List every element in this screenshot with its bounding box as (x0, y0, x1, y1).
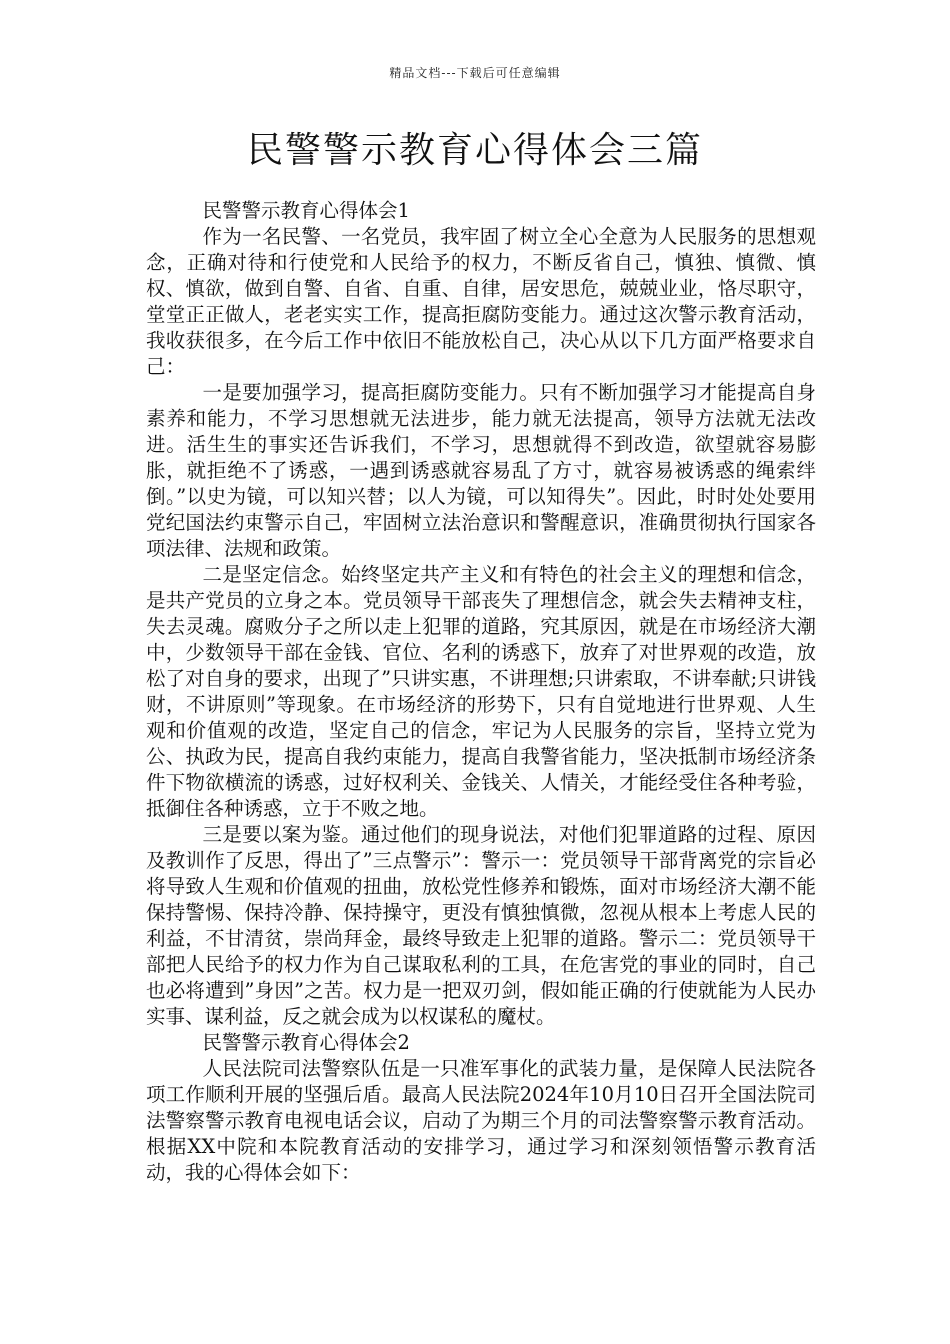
section-heading-2: 民警警示教育心得体会2 (202, 1031, 410, 1054)
paragraph: 一是要加强学习，提高拒腐防变能力。只有不断加强学习才能提高自身素养和能力，不学习思想就无法进步，能力就无法提高，领导方法就无法改进。活生生的事实还告诉我们，不学习，思想就得不到改造，欲望就容易膨胀，就拒绝不了诱惑，一遇到诱惑就容易乱了方寸，就容易被诱惑的绳索绊倒。”以史为镜，可以知兴替；以人为镜，可以知得失”。因此，时时处处要用党纪国法约束警示自己，牢固树立法治意识和警醒意识，准确贯彻执行国家各项法律、法规和政策。 (146, 381, 816, 560)
paragraph: 人民法院司法警察队伍是一只准军事化的武装力量，是保障人民法院各项工作顺利开展的坚强后盾。最高人民法院2024年10月10日召开全国法院司法警察警示教育电视电话会议，启动了为期三个月的司法警察警示教育活动。根据XX中院和本院教育活动的安排学习，通过学习和深刻领悟警示教育活动，我的心得体会如下： (146, 1057, 816, 1184)
paragraph: 作为一名民警、一名党员，我牢固了树立全心全意为人民服务的思想观念，正确对待和行使党和人民给予的权力，不断反省自己，慎独、慎微、慎权、慎欲，做到自警、自省、自重、自律，居安思危，兢兢业业，恪尽职守，堂堂正正做人，老老实实工作，提高拒腐防变能力。通过这次警示教育活动，我收获很多，在今后工作中依旧不能放松自己，决心从以下几方面严格要求自己： (146, 225, 816, 378)
document-body (146, 198, 816, 1186)
section-heading-1: 民警警示教育心得体会1 (202, 199, 410, 222)
paragraph: 三是要以案为鉴。通过他们的现身说法，对他们犯罪道路的过程、原因及教训作了反思，得出了”三点警示”：警示一：党员领导干部背离党的宗旨必将导致人生观和价值观的扭曲，放松党性修养和锻炼，面对市场经济大潮不能保持警惕、保持冷静、保持操守，更没有慎独慎微，忽视从根本上考虑人民的利益，不甘清贫，崇尚拜金，最终导致走上犯罪的道路。警示二：党员领导干部把人民给予的权力作为自己谋取私利的工具，在危害党的事业的同时，自己也必将遭到”身因”之苦。权力是一把双刃剑，假如能正确的行使就能为人民办实事、谋利益，反之就会成为以权谋私的魔杖。 (146, 823, 816, 1028)
page-header: 精品文档---下载后可任意编辑 (389, 66, 561, 80)
paragraph: 二是坚定信念。始终坚定共产主义和有特色的社会主义的理想和信念，是共产党员的立身之本。党员领导干部丧失了理想信念，就会失去精神支柱，失去灵魂。腐败分子之所以走上犯罪的道路，究其原因，就是在市场经济大潮中，少数领导干部在金钱、官位、名利的诱惑下，放弃了对世界观的改造，放松了对自身的要求，出现了”只讲实惠，不讲理想;只讲索取，不讲奉献;只讲钱财，不讲原则”等现象。在市场经济的形势下，只有自觉地进行世界观、人生观和价值观的改造，坚定自己的信念，牢记为人民服务的宗旨，坚持立党为公、执政为民，提高自我约束能力，提高自我警省能力，坚决抵制市场经济条件下物欲横流的诱惑，过好权利关、金钱关、人情关，才能经受住各种考验，抵御住各种诱惑，立于不败之地。 (146, 563, 816, 820)
document-title: 民警警示教育心得体会三篇 (246, 130, 703, 171)
